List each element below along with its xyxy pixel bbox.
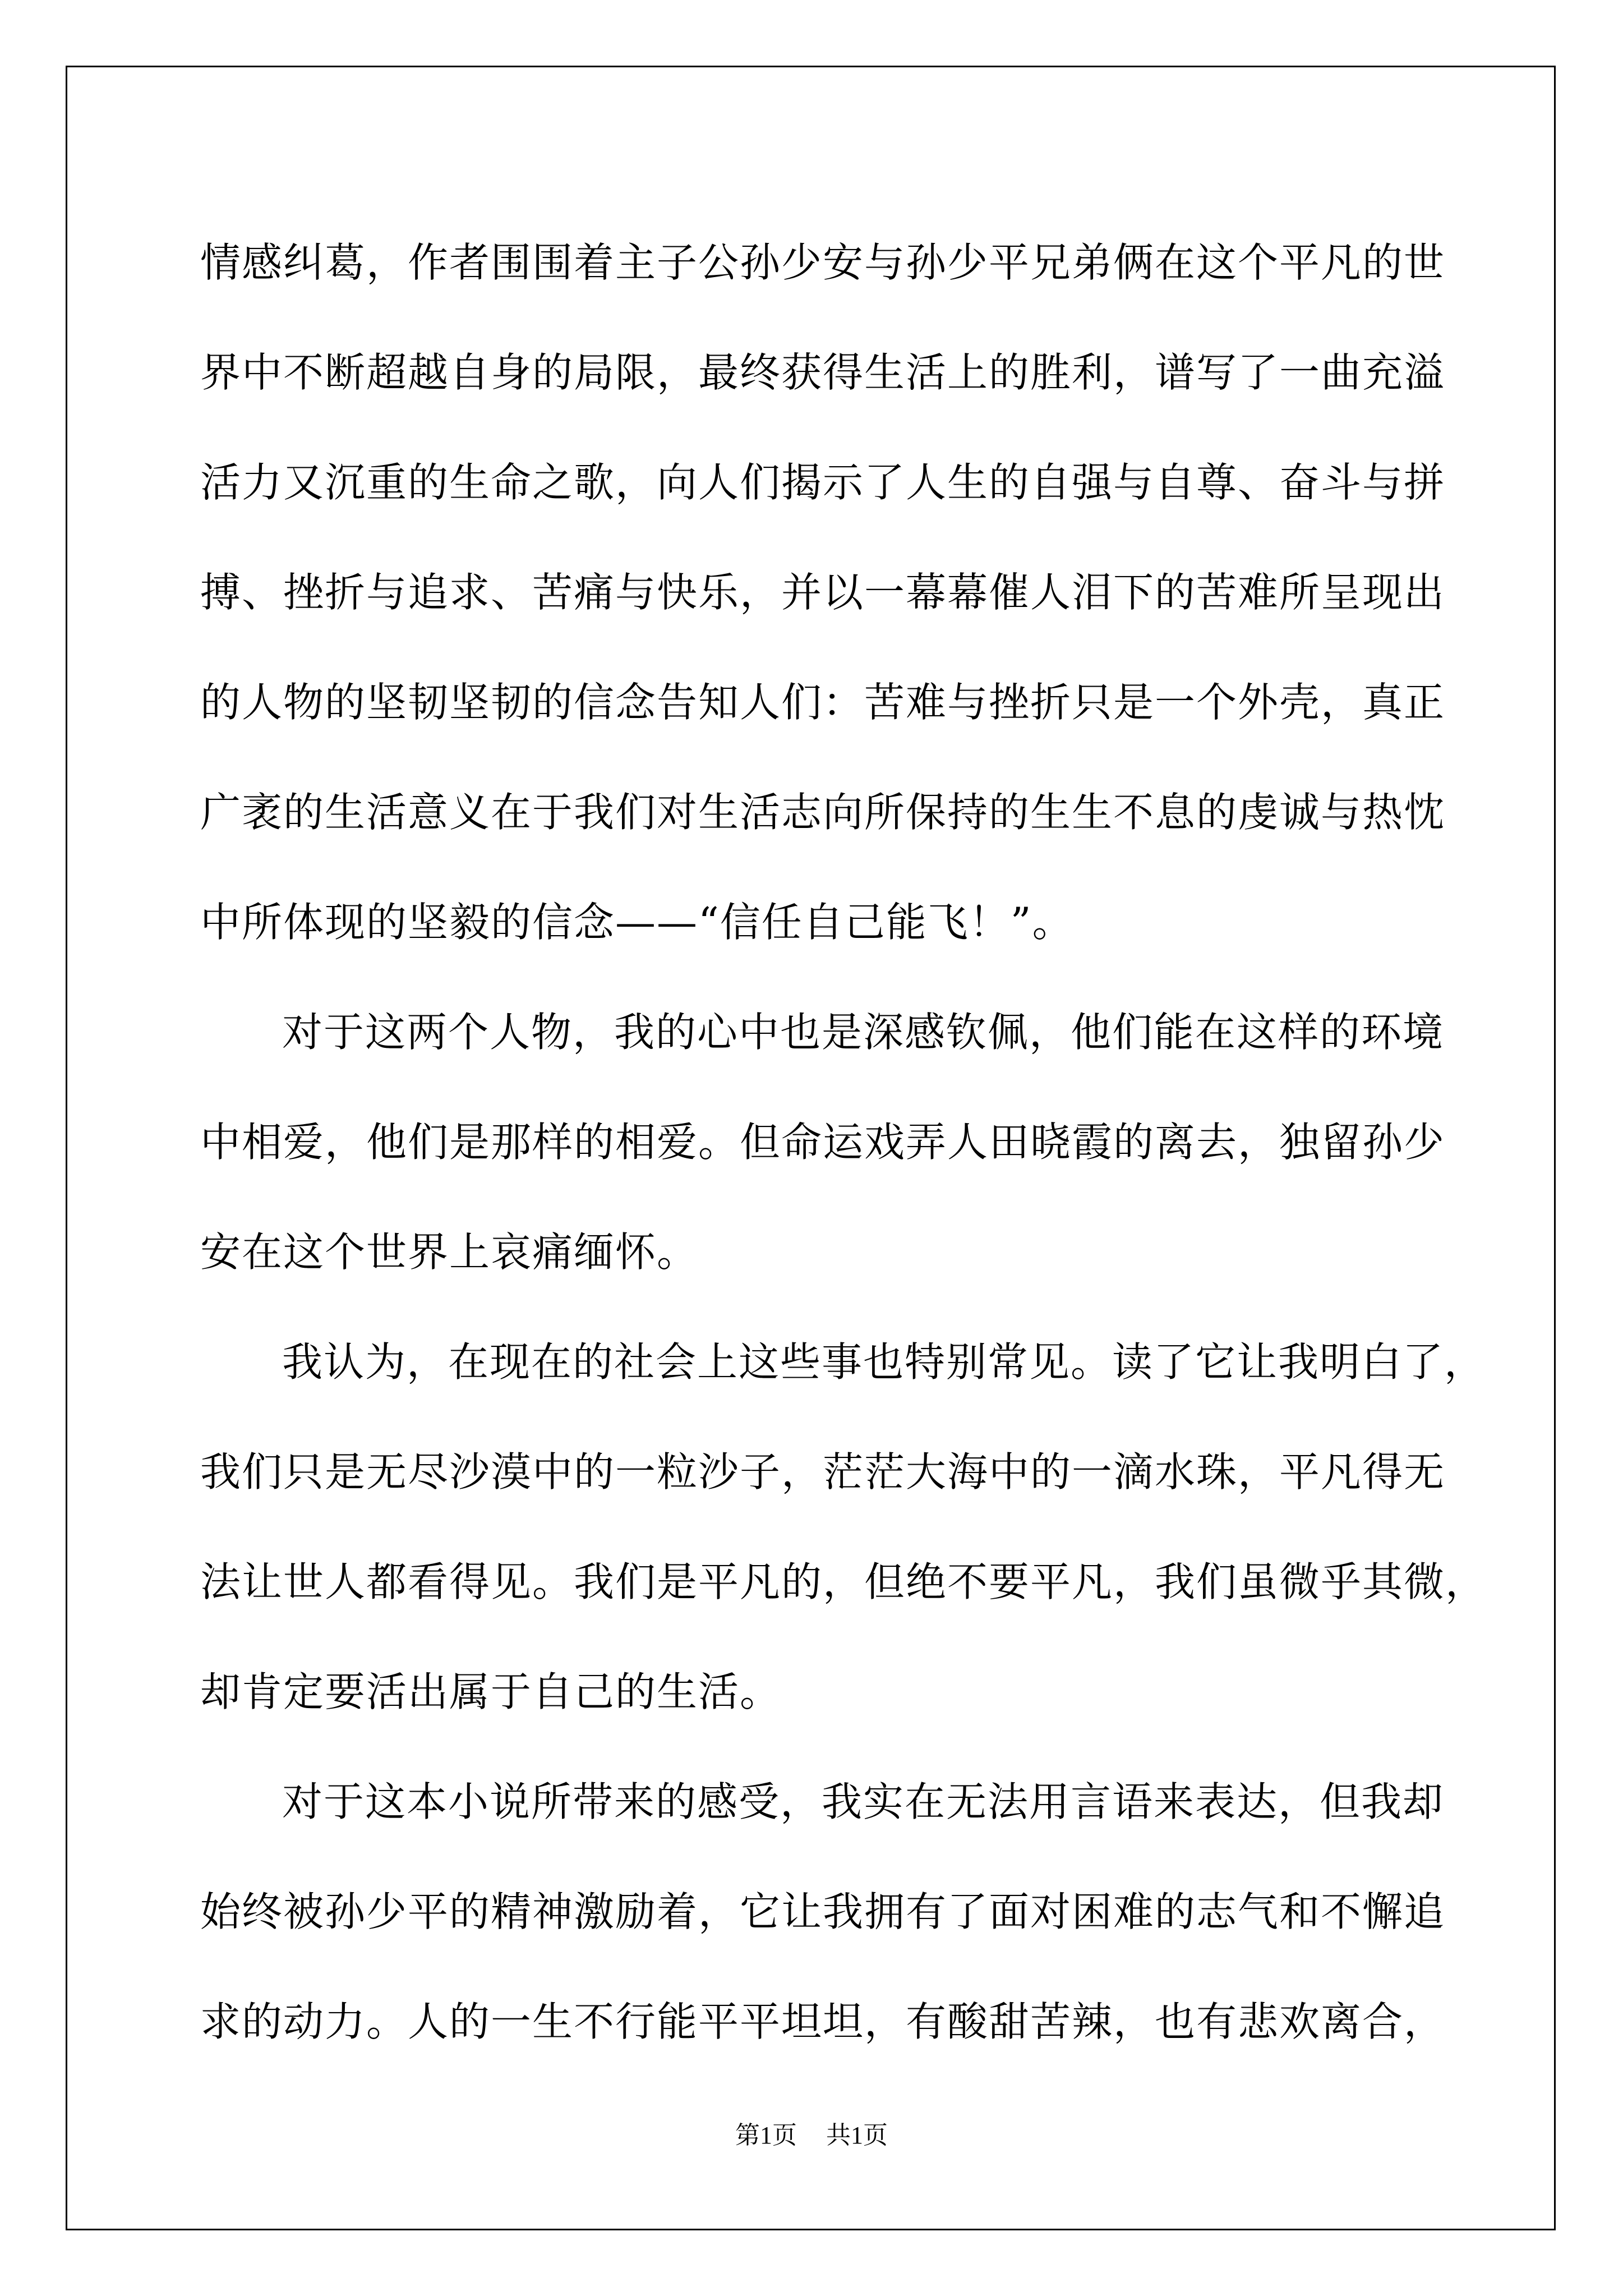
paragraph-first-line: 对于这两个人物，我的心中也是深感钦佩，他们能在这样的环境	[282, 1009, 1445, 1056]
text-line: 界中不断超越自身的局限，最终获得生活上的胜利，谱写了一曲充溢	[200, 349, 1446, 396]
document-body	[200, 208, 1487, 2077]
text-line: 搏、挫折与追求、苦痛与快乐，并以一幕幕催人泪下的苦难所呈现出	[200, 569, 1446, 616]
text-line: 活力又沉重的生命之歌，向人们揭示了人生的自强与自尊、奋斗与拼	[200, 459, 1446, 506]
text-line: 始终被孙少平的精神激励着，它让我拥有了面对困难的志气和不懈追	[200, 1888, 1446, 1935]
text-line: 的人物的坚韧坚韧的信念告知人们：苦难与挫折只是一个外壳，真正	[200, 679, 1446, 726]
page-footer	[0, 2115, 1623, 2151]
paragraph-first-line: 对于这本小说所带来的感受，我实在无法用言语来表达，但我却	[282, 1778, 1445, 1825]
text-line: 安在这个世界上哀痛缅怀。	[200, 1228, 699, 1276]
text-line: 法让世人都看得见。我们是平凡的，但绝不要平凡，我们虽微乎其微，	[200, 1558, 1487, 1605]
text-line: 情感纠葛，作者围围着主子公孙少安与孙少平兄弟俩在这个平凡的世	[200, 239, 1446, 286]
text-line: 我们只是无尽沙漠中的一粒沙子，茫茫大海中的一滴水珠，平凡得无	[200, 1448, 1446, 1496]
text-line: 却肯定要活出属于自己的生活。	[200, 1668, 782, 1715]
text-line: 求的动力。人的一生不行能平平坦坦，有酸甜苦辣，也有悲欢离合，	[200, 1998, 1446, 2045]
text-line: 广袤的生活意义在于我们对生活志向所保持的生生不息的虔诚与热忱	[200, 789, 1446, 836]
total-pages: 共1页	[826, 2122, 888, 2149]
page-number: 第1页	[735, 2122, 797, 2149]
text-line: 中所体现的坚毅的信念——“信任自己能飞！”。	[200, 899, 1074, 946]
paragraph-first-line: 我认为，在现在的社会上这些事也特别常见。读了它让我明白了，	[282, 1338, 1486, 1386]
text-line: 中相爱，他们是那样的相爱。但命运戏弄人田晓霞的离去，独留孙少	[200, 1119, 1446, 1166]
